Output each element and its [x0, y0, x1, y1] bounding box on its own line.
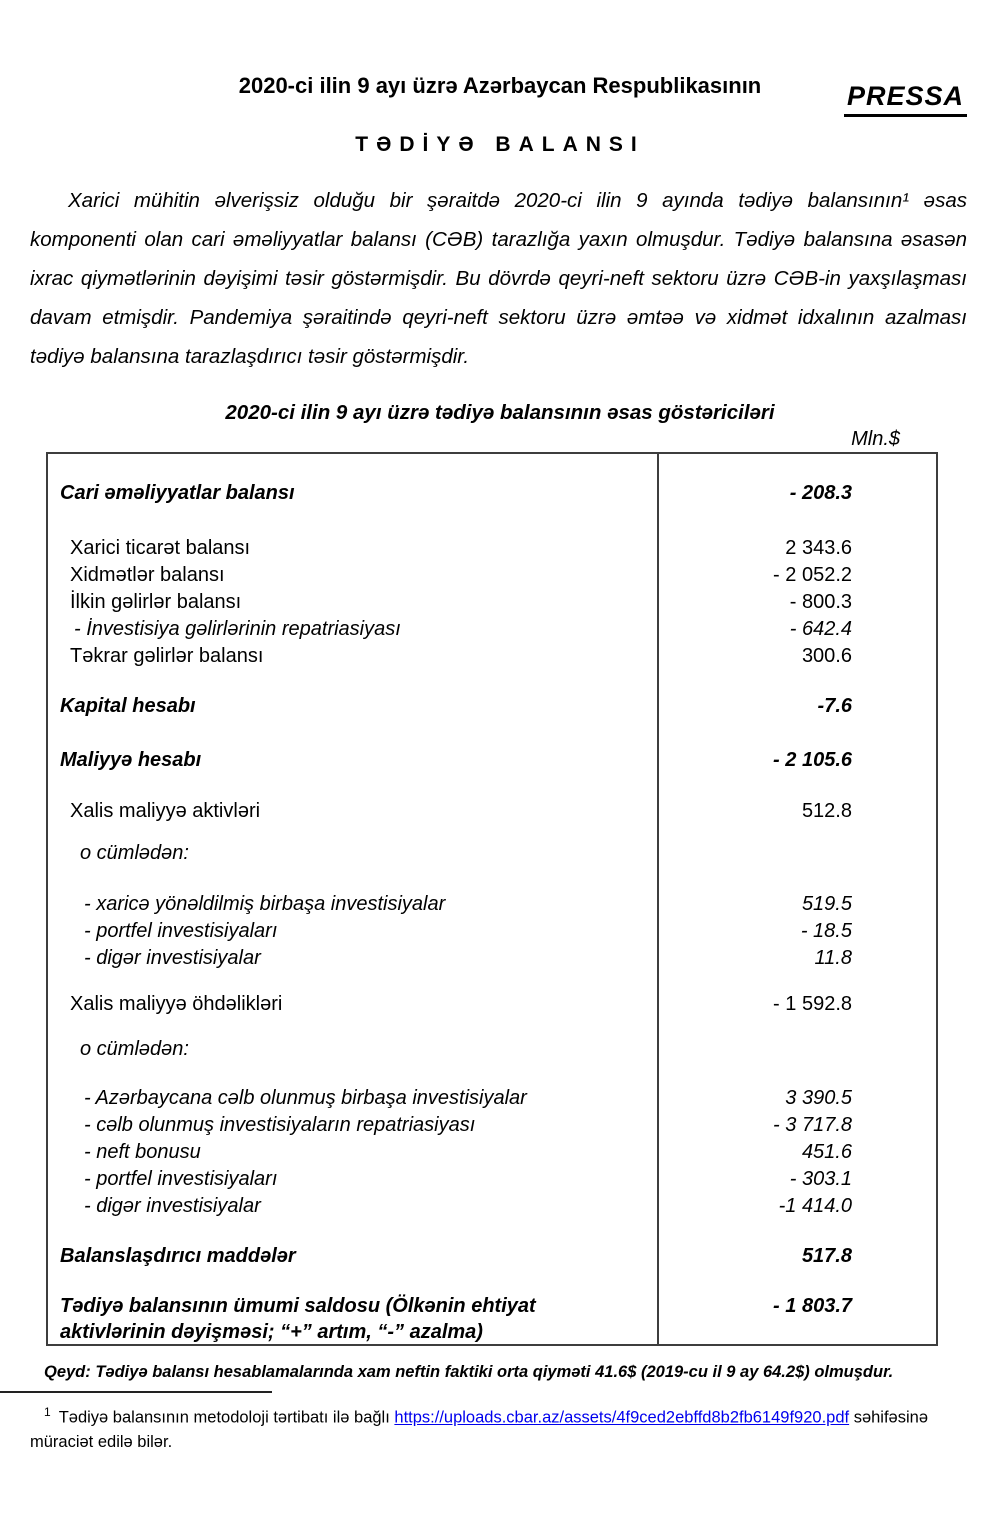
footnote: [30, 1400, 955, 1454]
row-label: o cümlədən:: [80, 1038, 189, 1060]
table-row: [48, 918, 936, 945]
table-row: [48, 1243, 936, 1270]
row-label: - portfel investisiyaları: [84, 1168, 278, 1190]
table-row: [48, 1112, 936, 1139]
table-row: [48, 589, 936, 616]
table-row: [48, 480, 936, 507]
row-value: -7.6: [817, 695, 852, 717]
note-text: Qeyd: Tədiyə balansı hesablamalarında xam neftin faktiki orta qiyməti 41.6$ (2019-cu il 9 ay 64.2$) olmuşdur.: [44, 1363, 894, 1381]
table-row: [48, 798, 936, 825]
row-label: Maliyyə hesabı: [60, 749, 202, 771]
table-title: 2020-ci ilin 9 ayı üzrə tədiyə balansının əsas göstəriciləri: [225, 401, 775, 424]
row-label: Cari əməliyyatlar balansı: [60, 482, 295, 504]
row-label: Xidmətlər balansı: [70, 564, 225, 586]
footnote-separator: [0, 1391, 272, 1393]
row-value: - 642.4: [789, 618, 852, 640]
row-label: - xaricə yönəldilmiş birbaşa investisiyalar: [84, 893, 446, 915]
footnote-text-before: Tədiyə balansının metodoloji tərtibatı ilə bağlı: [58, 1408, 395, 1427]
table-row: [48, 1193, 936, 1220]
table-row: [48, 747, 936, 774]
table-row: [48, 562, 936, 589]
pressa-logo: PRESSA: [844, 81, 967, 117]
row-spacer: [48, 507, 936, 535]
row-label: Xarici ticarət balansı: [70, 537, 251, 559]
row-spacer: [48, 867, 936, 891]
row-label: İlkin gəlirlər balansı: [70, 591, 242, 613]
row-label: o cümlədən:: [80, 842, 189, 864]
row-label: Tədiyə balansının ümumi saldosu (Ölkənin ehtiyat aktivlərinin dəyişməsi; “+” artım, “-” azalma): [60, 1295, 536, 1343]
table-row: [48, 991, 936, 1018]
row-value: [659, 1036, 936, 1063]
row-label: - İnvestisiya gəlirlərinin repatriasiyası: [74, 618, 401, 640]
row-label: - neft bonusu: [84, 1141, 201, 1163]
row-label: Kapital hesabı: [60, 695, 196, 717]
table-row: [48, 891, 936, 918]
table-row: [48, 693, 936, 720]
row-value: 512.8: [801, 800, 852, 822]
row-value: 3 390.5: [785, 1087, 852, 1109]
page-subtitle: TƏDİYƏ BALANSI: [355, 133, 645, 156]
footnote-text-after: səhifəsinə müraciət edilə bilər.: [30, 1408, 928, 1451]
table-row: [48, 616, 936, 643]
row-label: - Azərbaycana cəlb olunmuş birbaşa investisiyalar: [84, 1087, 527, 1109]
table-row: [48, 840, 936, 867]
row-spacer: [48, 825, 936, 840]
row-value: 300.6: [801, 645, 852, 667]
row-value: 517.8: [801, 1245, 852, 1267]
row-value: - 303.1: [789, 1168, 852, 1190]
table-row: [48, 1166, 936, 1193]
row-spacer: [48, 670, 936, 693]
row-value: [659, 840, 936, 867]
row-label: Təkrar gəlirlər balansı: [70, 645, 264, 667]
row-value: 451.6: [801, 1141, 852, 1163]
table-column-divider: [657, 454, 659, 1344]
unit-label: Mln.$: [851, 428, 900, 450]
row-label: Xalis maliyyə aktivləri: [70, 800, 261, 822]
row-label: Balanslaşdırıcı maddələr: [60, 1245, 296, 1267]
row-label: - digər investisiyalar: [84, 947, 261, 969]
row-value: - 208.3: [789, 482, 852, 504]
row-spacer: [48, 720, 936, 747]
row-label: - portfel investisiyaları: [84, 920, 278, 942]
table-row: [48, 1139, 936, 1166]
row-value: 519.5: [801, 893, 852, 915]
row-value: 11.8: [814, 947, 852, 969]
row-value: - 3 717.8: [773, 1114, 852, 1136]
table-row: [48, 945, 936, 972]
page-title: 2020-ci ilin 9 ayı üzrə Azərbaycan Respublikasının: [238, 73, 762, 98]
row-spacer: [48, 774, 936, 798]
row-value: - 18.5: [800, 920, 852, 942]
table-row: [48, 1293, 936, 1345]
row-spacer: [48, 1018, 936, 1036]
intro-paragraph: Xarici mühitin əlverişsiz olduğu bir şəraitdə 2020-ci ilin 9 ayında tədiyə balansının¹ əsas komponenti olan cari əməliyyatlar balansı (CƏB) tarazlığa yaxın olmuşdur. Tədiyə balansına əsasən ixrac qiymətlərinin dəyişimi təsir göstərmişdir. Bu dövrdə qeyri-neft sektoru üzrə CƏB-in yaxşılaşması davam etmişdir. Pandemiya şəraitində qeyri-neft sektoru üzrə əmtəə və xidmət idxalının azalması tədiyə balansına tarazlaşdırıcı təsir göstərmişdir.: [30, 189, 967, 368]
row-spacer: [48, 972, 936, 991]
row-value: - 2 105.6: [773, 749, 852, 771]
indicators-table: [46, 452, 938, 1346]
table-row: [48, 1036, 936, 1063]
row-label: - digər investisiyalar: [84, 1195, 261, 1217]
row-label: Xalis maliyyə öhdəlikləri: [70, 993, 283, 1015]
table-row: [48, 643, 936, 670]
row-value: - 1 592.8: [773, 993, 852, 1015]
footnote-marker: 1: [44, 1405, 51, 1419]
footnote-link[interactable]: https://uploads.cbar.az/assets/4f9ced2ebffd8b2fb6149f920.pdf: [394, 1408, 850, 1427]
table-row: [48, 535, 936, 562]
row-value: - 1 803.7: [773, 1295, 852, 1317]
row-value: 2 343.6: [785, 537, 852, 559]
row-value: - 800.3: [789, 591, 852, 613]
table-row: [48, 1085, 936, 1112]
row-label: - cəlb olunmuş investisiyaların repatriasiyası: [84, 1114, 476, 1136]
row-value: -1 414.0: [778, 1195, 852, 1217]
row-spacer: [48, 1220, 936, 1243]
row-value: - 2 052.2: [773, 564, 852, 586]
row-spacer: [48, 1270, 936, 1293]
row-spacer: [48, 1063, 936, 1085]
